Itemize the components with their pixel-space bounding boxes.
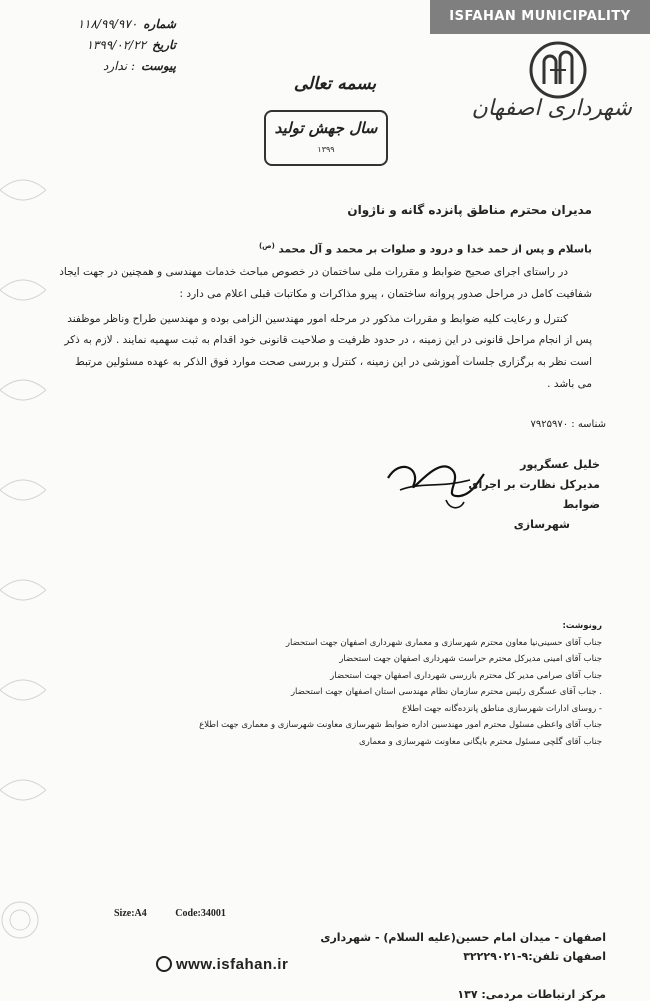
form-size-code	[114, 908, 252, 919]
list-item: جناب آقای صرامی مدیر کل محترم بازرسی شهرداری اصفهان جهت استحضار	[330, 670, 602, 681]
signatory-name: خلیل عسگرپور	[520, 458, 600, 471]
reference-block	[36, 14, 176, 77]
date-value: ۱۳۹۹/۰۲/۲۲	[86, 38, 147, 52]
slogan-year: ۱۳۹۹	[317, 145, 335, 154]
decorative-border-pattern-icon	[0, 150, 46, 1001]
date-label: تاریخ	[152, 38, 176, 52]
list-item: جناب آقای گلچی مسئول محترم بایگانی معاونت شهرسازی و معماری	[359, 736, 602, 747]
year-slogan: سال جهش تولید	[274, 119, 378, 137]
website-link[interactable]: www.isfahan.ir	[176, 956, 289, 973]
paragraph-1: در راستای اجرای صحیح ضوابط و مقررات ملی ساختمان در خصوص مباحث خدمات مهندسی و همچنین در جهت ایجاد شفافیت کامل در مراحل صدور پروانه ساختمان ، پیرو مذاکرات و مکاتبات قبلی اعلام می دارد :	[59, 266, 592, 300]
footer-address	[276, 928, 606, 1001]
call-center: مرکز ارتباطات مردمی: ۱۳۷	[457, 988, 606, 1001]
globe-icon	[156, 956, 172, 972]
list-item: جناب آقای واعظی مسئول محترم امور مهندسین اداره ضوابط شهرسازی معاونت شهرسازی و معماری جهت اطلاع	[199, 720, 602, 730]
signatory-department: شهرسازی	[513, 518, 570, 531]
greeting-text: باسلام و پس از حمد خدا و درود و صلوات بر محمد و آل محمد	[278, 243, 592, 256]
number-value: ۱۱۸/۹۹/۹۷۰	[77, 17, 138, 31]
paragraph-2: کنترل و رعایت کلیه ضوابط و مقررات مذکور در مرحله امور مهندسین الزامی بوده و مهندسین طراح وناظر موظفند پس از انجام مراحل قانونی در این زمینه ، در حدود ظرفیت و صلاحیت قانونی خود اقدام به ثبت سهمیه نمایند . لازم به ذکر است نظر به برگزاری جلسات آموزشی در این زمینه ، کنترل و بررسی صحت موارد فوق الذکر به عهده مسئولین مرتبط می باشد .	[64, 312, 592, 390]
municipality-banner: ISFAHAN MUNICIPALITY	[430, 0, 650, 34]
addressee: مدیران محترم مناطق پانزده گانه و ناژوان	[347, 203, 592, 217]
list-item: جناب آقای حسینی‌نیا معاون محترم شهرسازی و معماری شهرداری اصفهان جهت استحضار	[285, 637, 602, 648]
form-code: Code:34001	[175, 908, 226, 919]
letter-body	[58, 262, 592, 402]
attachment-label: پیوست	[141, 59, 176, 73]
number-label: شماره	[143, 17, 176, 31]
copies-list	[102, 618, 602, 750]
signature-block	[460, 455, 600, 535]
copies-title: رونوشت:	[562, 621, 602, 631]
year-slogan-box	[264, 110, 388, 166]
signatory-title: مدیرکل نظارت بر اجرای ضوابط	[468, 478, 600, 511]
paper-size: Size:A4	[114, 908, 147, 919]
id-value: ۷۹۲۵۹۷۰	[530, 419, 569, 430]
municipality-name: شهرداری اصفهان	[471, 96, 632, 121]
greeting-mark: (ص)	[258, 242, 275, 250]
list-item: جناب آقای امینی مدیرکل محترم حراست شهرداری اصفهان جهت استحضار	[339, 654, 602, 664]
address-line: اصفهان - میدان امام حسین(علیه السلام) - شهرداری اصفهان تلفن:۹-۳۲۲۲۹۰۲۱	[320, 931, 606, 963]
document-id	[530, 419, 606, 430]
list-item: . جناب آقای عسگری رئیس محترم سازمان نظام مهندسی استان اصفهان جهت استحضار	[290, 687, 602, 697]
list-item: - روسای ادارات شهرسازی مناطق پانزده‌گانه جهت اطلاع	[402, 703, 602, 714]
id-label: شناسه :	[571, 419, 606, 430]
isfahan-municipality-logo-icon	[528, 40, 588, 100]
attachment-value: : ندارد	[103, 59, 135, 73]
bismillah-heading: بسمه تعالی	[293, 74, 377, 94]
greeting	[72, 242, 592, 256]
